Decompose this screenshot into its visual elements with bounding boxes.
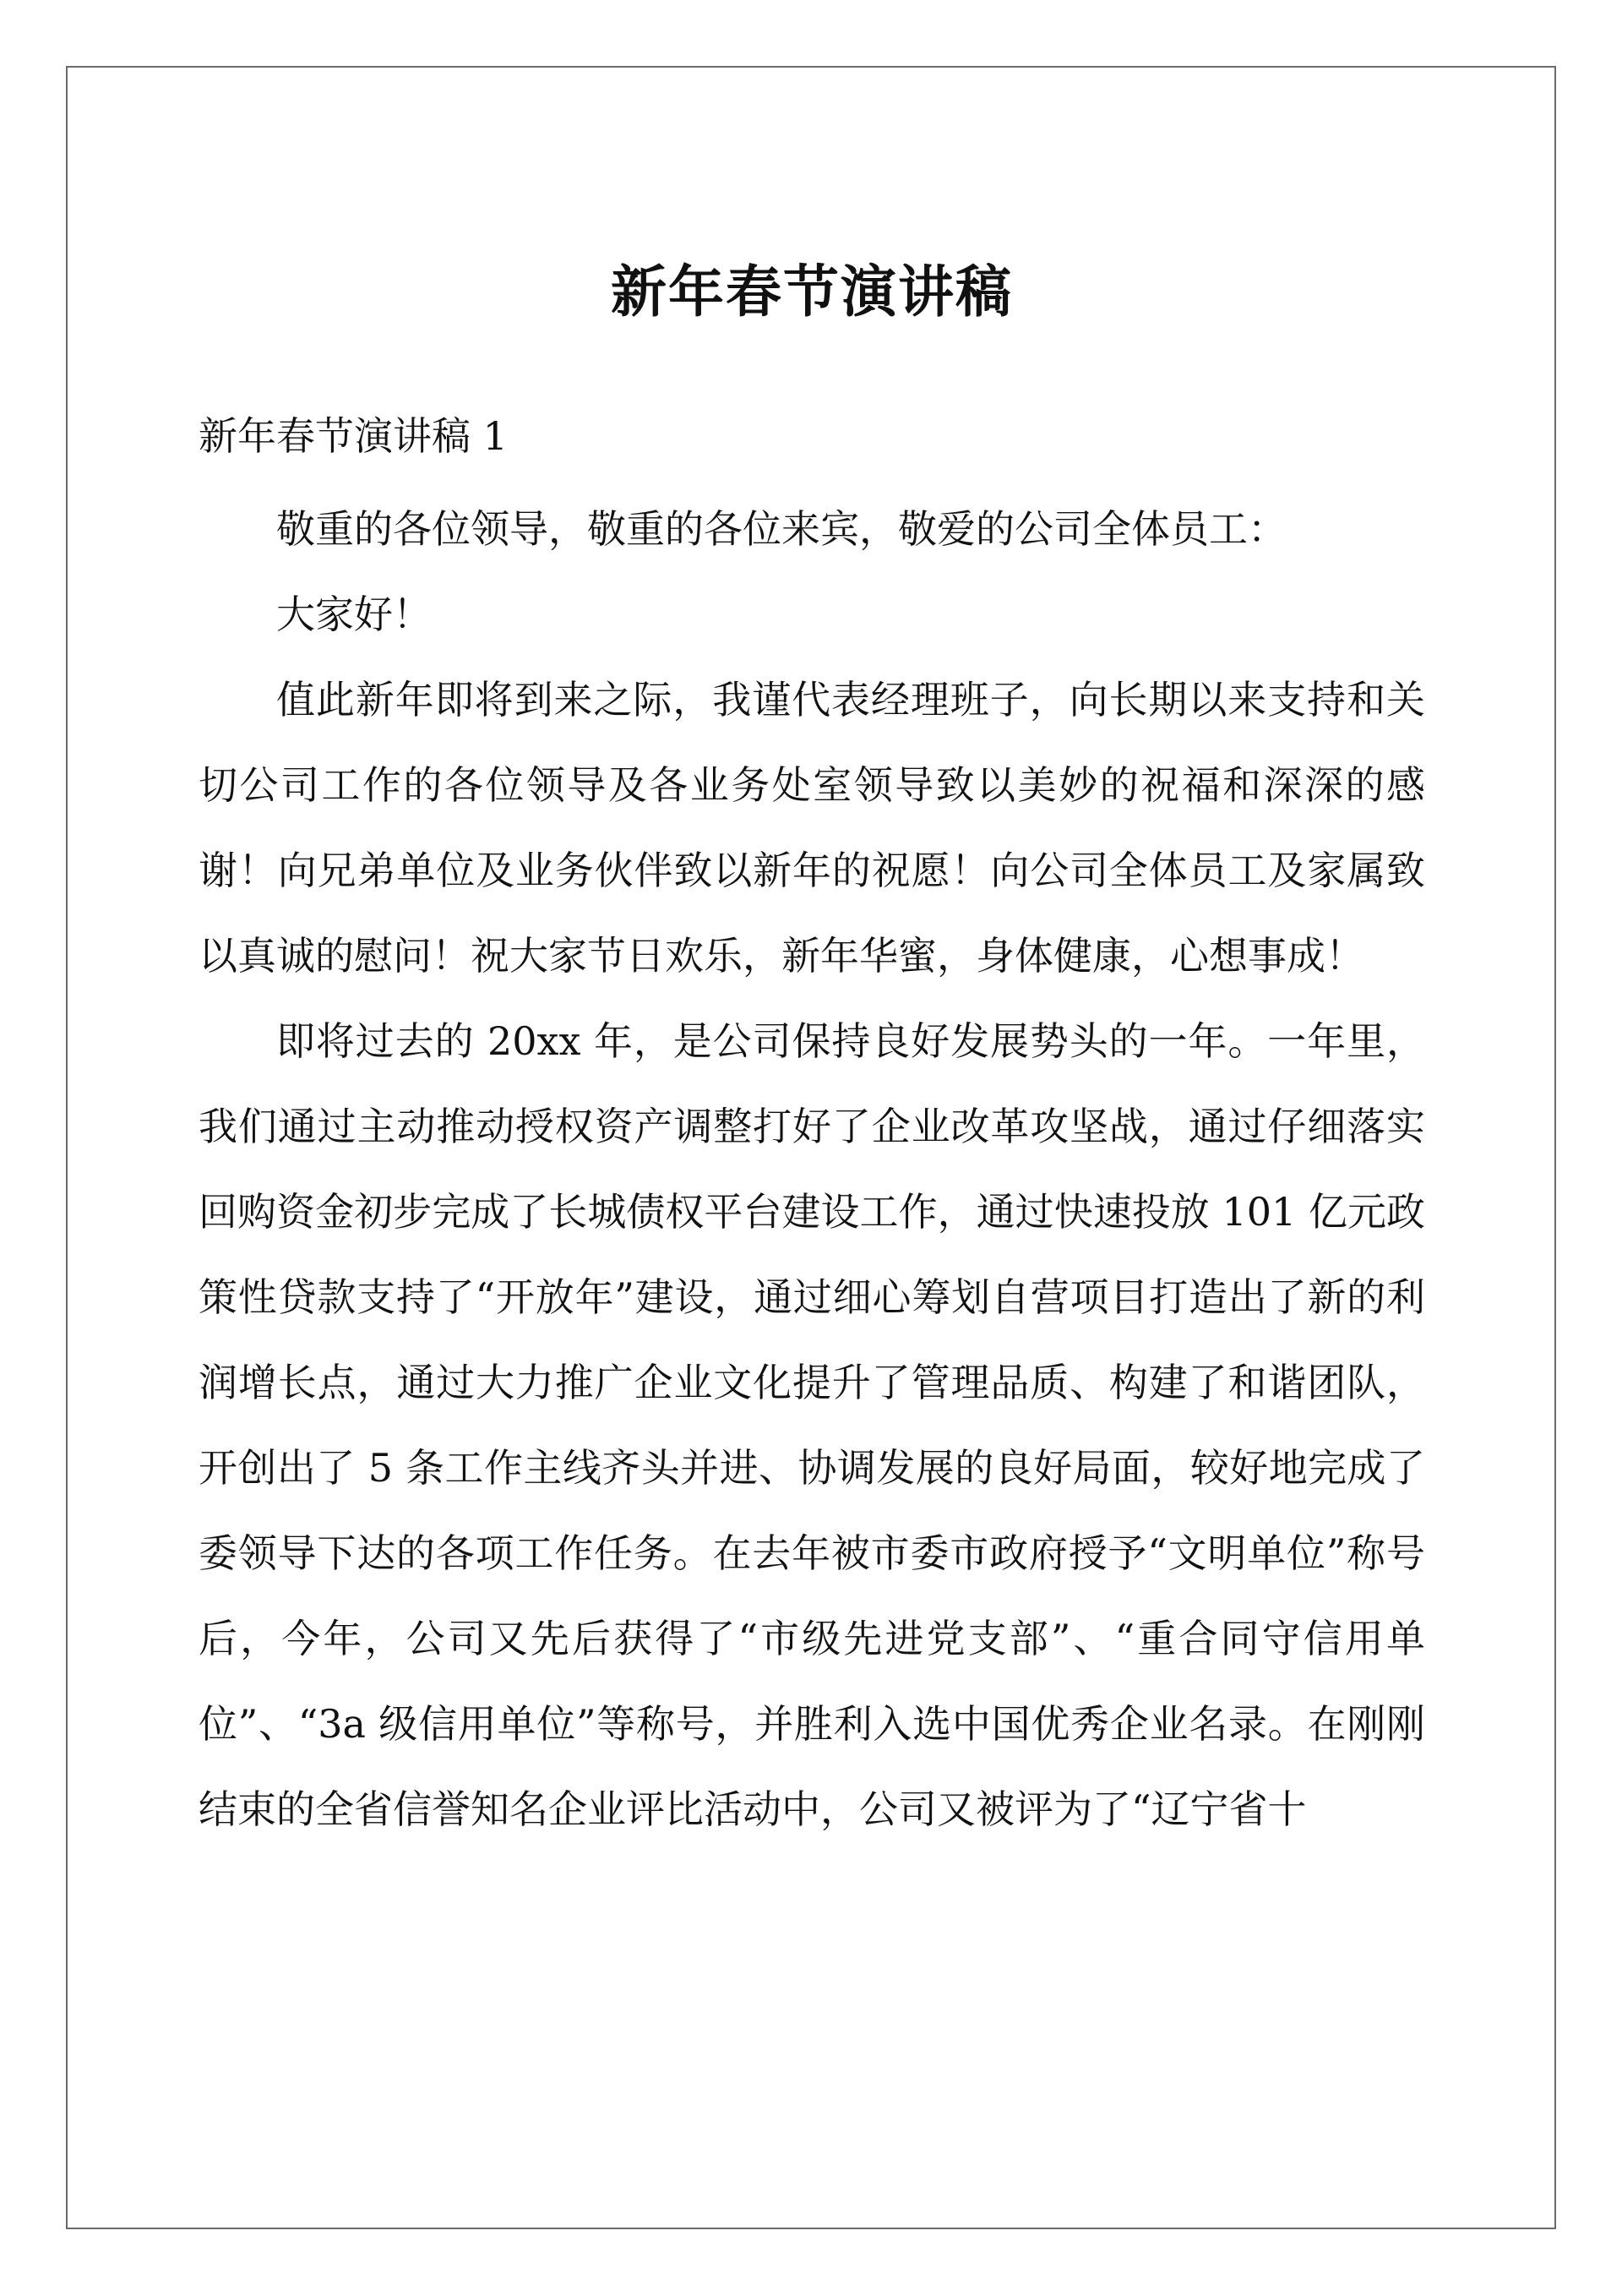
document-body: [199, 487, 1425, 1852]
greeting-paragraph: 大家好！: [276, 592, 432, 637]
salutation-paragraph: 敬重的各位领导，敬重的各位来宾，敬爱的公司全体员工：: [276, 506, 1287, 552]
document-title: 新年春节演讲稿: [611, 259, 1013, 324]
wishes-paragraph: 值此新年即将到来之际，我谨代表经理班子，向长期以来支持和关切公司工作的各位领导及各业务处室领导致以美妙的祝福和深深的感谢！向兄弟单位及业务伙伴致以新年的祝愿！向公司全体员工及家属致以真诚的慰问！祝大家节日欢乐，新年华蜜，身体健康，心想事成！: [199, 677, 1425, 979]
section-heading: 新年春节演讲稿 1: [199, 413, 508, 459]
review-paragraph: 即将过去的 20xx 年，是公司保持良好发展势头的一年。一年里，我们通过主动推动授权资产调整打好了企业改革攻坚战，通过仔细落实回购资金初步完成了长城债权平台建设工作，通过快速投放 101 亿元政策性贷款支持了“开放年”建设，通过细心筹划自营项目打造出了新的利润增长点，通过大力推广企业文化提升了管理品质、构建了和谐团队，开创出了 5 条工作主线齐头并进、协调发展的良好局面，较好地完成了委领导下达的各项工作任务。在去年被市委市政府授予“文明单位”称号后，今年，公司又先后获得了“市级先进党支部”、“重合同守信用单位”、“3a 级信用单位”等称号，并胜利入选中国优秀企业名录。在刚刚结束的全省信誉知名企业评比活动中，公司又被评为了“辽宁省十: [199, 1018, 1425, 1832]
